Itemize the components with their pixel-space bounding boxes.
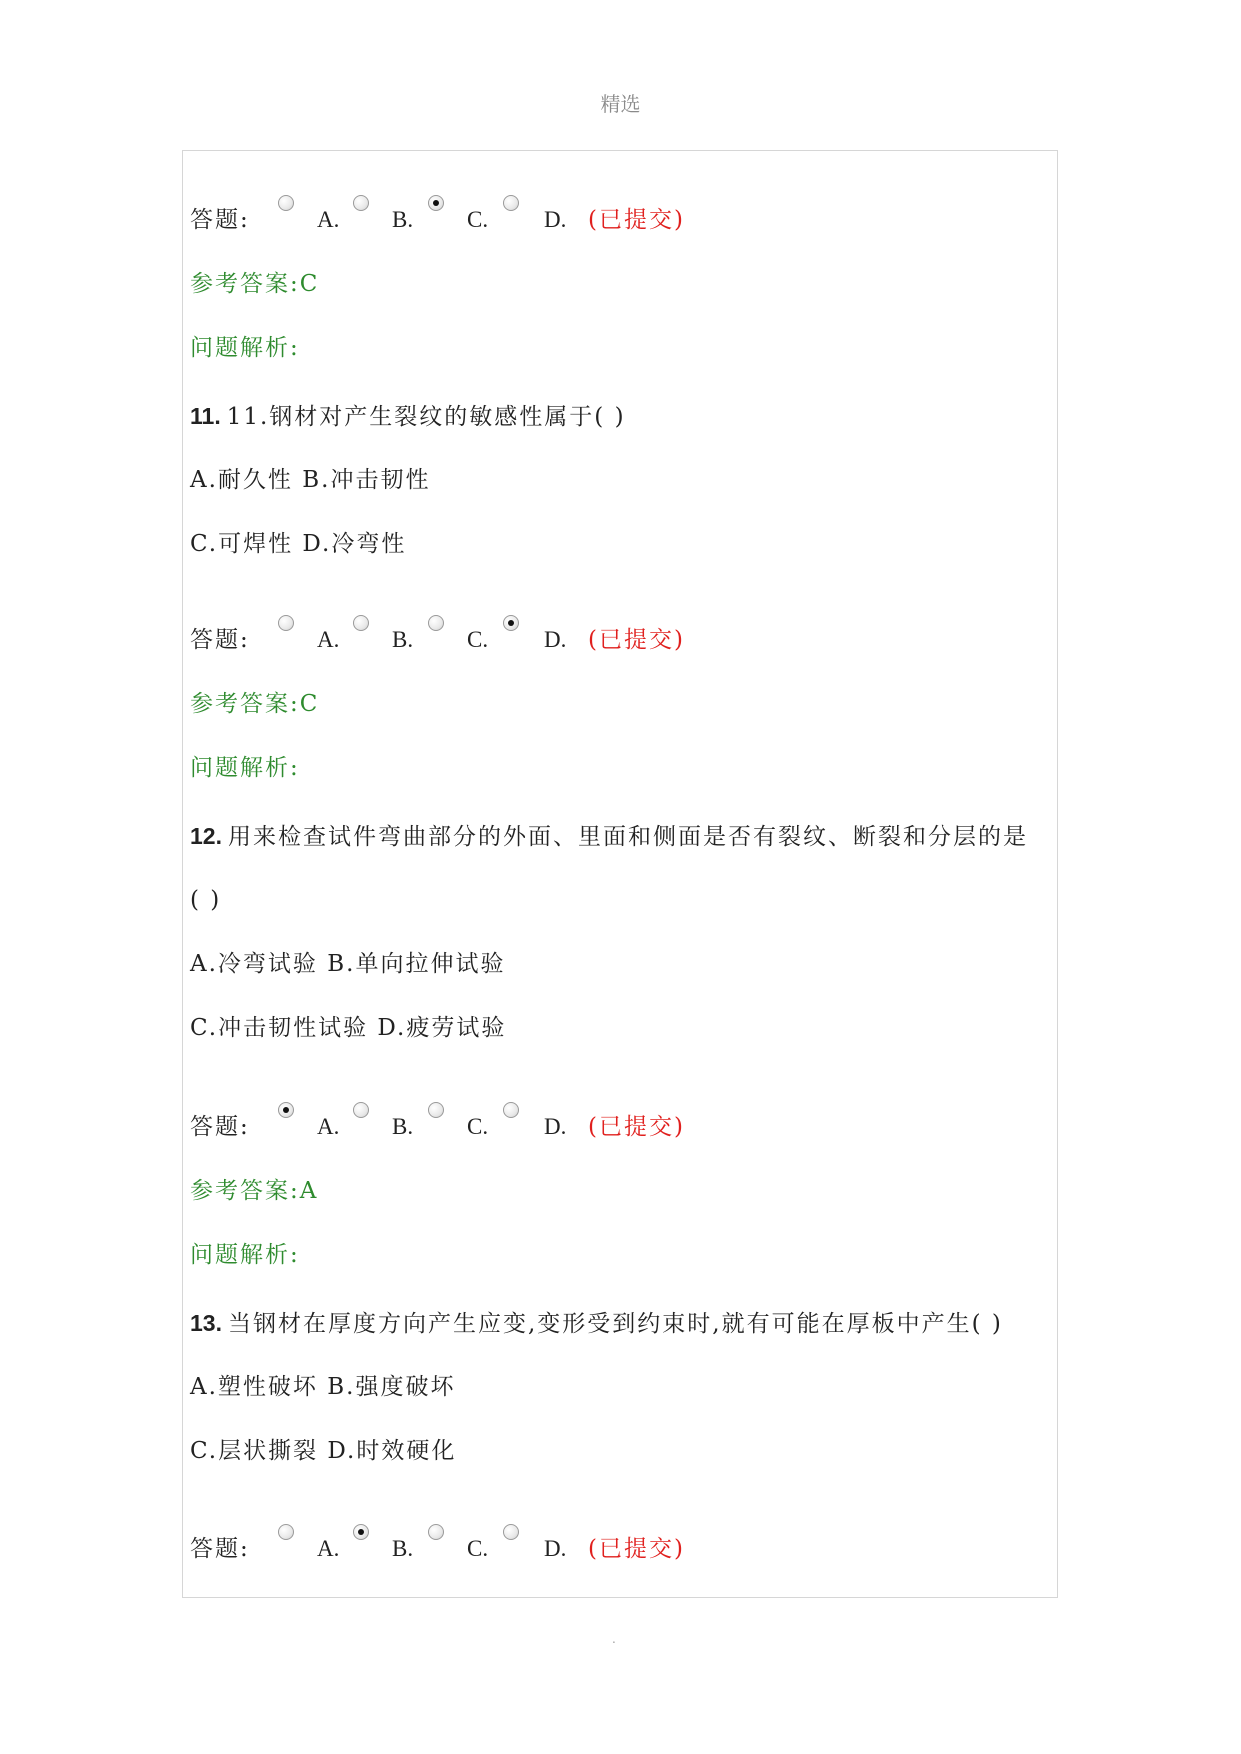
answer-label: 答题:: [190, 1114, 250, 1140]
radio-option-b[interactable]: [353, 195, 369, 211]
reference-value: C: [299, 271, 320, 297]
radio-option-c[interactable]: [428, 615, 444, 631]
answer-row: [190, 1530, 710, 1560]
choices-line-2: C.层状撕裂 D.时效硬化: [190, 1438, 457, 1464]
choices-line-2: C.可焊性 D.冷弯性: [190, 531, 407, 557]
submitted-status: (已提交): [588, 1114, 685, 1140]
answer-row: [190, 1108, 710, 1138]
question-continuation: ( ): [190, 887, 222, 913]
reference-answer: [190, 689, 319, 719]
question-number: 11.: [190, 403, 221, 429]
footer-mark: .: [612, 1632, 616, 1646]
analysis-label: 问题解析:: [190, 335, 300, 361]
option-a-label: A.: [317, 207, 340, 232]
analysis-label: 问题解析:: [190, 1242, 300, 1268]
analysis-label: 问题解析:: [190, 755, 300, 781]
submitted-status: (已提交): [588, 207, 685, 233]
question-number: 12.: [190, 823, 222, 849]
option-c-label: C.: [467, 1114, 489, 1139]
choices-line-1: A.塑性破坏 B.强度破坏: [190, 1374, 456, 1400]
option-d-label: D.: [544, 207, 567, 232]
option-b-label: B.: [392, 627, 414, 652]
question-text: 当钢材在厚度方向产生应变,变形受到约束时,就有可能在厚板中产生( ): [227, 1311, 1003, 1337]
reference-answer: [190, 269, 319, 299]
question-13: [190, 1308, 1003, 1339]
radio-option-c[interactable]: [428, 1524, 444, 1540]
option-a-label: A.: [317, 1536, 340, 1561]
answer-label: 答题:: [190, 1536, 250, 1562]
option-b-label: B.: [392, 1536, 414, 1561]
answer-label: 答题:: [190, 207, 250, 233]
reference-label: 参考答案:: [190, 271, 300, 297]
option-d-label: D.: [544, 1114, 567, 1139]
radio-option-b[interactable]: [353, 1524, 369, 1540]
radio-option-a[interactable]: [278, 615, 294, 631]
reference-answer: [190, 1176, 318, 1206]
radio-option-a[interactable]: [278, 1524, 294, 1540]
choices-line-2: C.冲击韧性试验 D.疲劳试验: [190, 1015, 507, 1041]
option-c-label: C.: [467, 1536, 489, 1561]
page-header: 精选: [600, 92, 641, 116]
radio-option-a[interactable]: [278, 1102, 294, 1118]
question-11: [190, 401, 626, 432]
question-text: 11.钢材对产生裂纹的敏感性属于( ): [226, 404, 626, 430]
radio-option-d[interactable]: [503, 615, 519, 631]
radio-option-b[interactable]: [353, 615, 369, 631]
question-12: [190, 821, 1028, 852]
answer-row: [190, 621, 710, 651]
submitted-status: (已提交): [588, 627, 685, 653]
radio-option-c[interactable]: [428, 1102, 444, 1118]
option-d-label: D.: [544, 1536, 567, 1561]
choices-line-1: A.耐久性 B.冲击韧性: [190, 467, 431, 493]
radio-option-d[interactable]: [503, 1524, 519, 1540]
quiz-content: [182, 150, 1058, 1598]
reference-value: A: [299, 1178, 319, 1204]
answer-row: [190, 201, 710, 231]
radio-option-c[interactable]: [428, 195, 444, 211]
reference-label: 参考答案:: [190, 1178, 300, 1204]
question-text: 用来检查试件弯曲部分的外面、里面和侧面是否有裂纹、断裂和分层的是: [227, 824, 1028, 850]
answer-label: 答题:: [190, 627, 250, 653]
option-c-label: C.: [467, 207, 489, 232]
reference-label: 参考答案:: [190, 691, 300, 717]
option-a-label: A.: [317, 1114, 340, 1139]
choices-line-1: A.冷弯试验 B.单向拉伸试验: [190, 951, 506, 977]
option-a-label: A.: [317, 627, 340, 652]
submitted-status: (已提交): [588, 1536, 685, 1562]
radio-option-d[interactable]: [503, 1102, 519, 1118]
question-number: 13.: [190, 1310, 222, 1336]
radio-option-d[interactable]: [503, 195, 519, 211]
option-b-label: B.: [392, 207, 414, 232]
reference-value: C: [299, 691, 320, 717]
option-b-label: B.: [392, 1114, 414, 1139]
radio-option-a[interactable]: [278, 195, 294, 211]
option-c-label: C.: [467, 627, 489, 652]
radio-option-b[interactable]: [353, 1102, 369, 1118]
option-d-label: D.: [544, 627, 567, 652]
